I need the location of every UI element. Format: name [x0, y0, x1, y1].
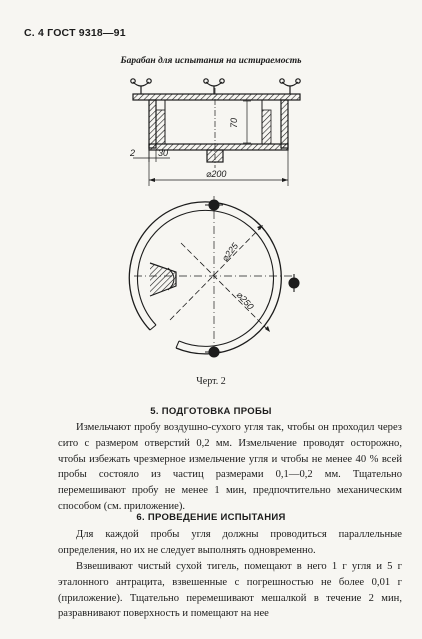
- outer-dia-label: ⌀250: [234, 289, 256, 312]
- height-dim-label: 70: [229, 117, 239, 128]
- wing-nut-center: [204, 79, 224, 94]
- section-5-title: 5. ПОДГОТОВКА ПРОБЫ: [150, 406, 272, 417]
- wing-nut-left: [131, 79, 151, 94]
- section-6-title: 6. ПРОВЕДЕНИЕ ИСПЫТАНИЯ: [136, 512, 286, 523]
- drum-plan-view: [129, 196, 299, 357]
- drum-bottom: [149, 144, 288, 150]
- right-wall: [281, 100, 288, 148]
- inner-dia-label: ⌀225: [219, 240, 241, 264]
- lid-plate: [133, 94, 300, 100]
- figure-title: Барабан для испытания на истираемость: [120, 56, 302, 66]
- wing-nut-right: [280, 79, 300, 94]
- offset-dim-label: 30: [158, 148, 169, 158]
- blade-left: [150, 263, 176, 296]
- section-6-paragraph-1: Для каждой пробы угля должны проводиться параллельные определения, но их не следует выполнять одновременно.: [58, 529, 402, 556]
- bolt-bottom: [205, 347, 223, 357]
- figure-caption: Черт. 2: [196, 376, 226, 387]
- left-wall: [149, 100, 156, 148]
- gap-dim-label: 2: [130, 148, 136, 158]
- page-header: С. 4 ГОСТ 9318—91: [24, 27, 126, 39]
- width-dim-label: ⌀200: [206, 169, 227, 179]
- bolt-right: [289, 274, 299, 292]
- section-5-text: Измельчают пробу воздушно-сухого угля так, чтобы он проходил через сито с размером отверстий 0,2 мм. Измельчение проводят осторожно, чтобы избежать чрезмерное измельчение угля и чтобы не менее 40 % всей пробы состояло из частиц размерами 0,1—0,2 мм. Тщательно перемешивают пробу не менее 1 мин, предпочтительно механическим способом (см. приложение).: [58, 422, 402, 512]
- section-6-paragraph-2: Взвешивают чистый сухой тигель, помещают в него 1 г угля и 5 г эталонного антрацита, взвешенные с погрешностью не более 0,01 г (приложение). Тщательно перемешивают мешалкой в течение 2 мин, разравнивают поверхность и помещают на нее: [58, 561, 402, 620]
